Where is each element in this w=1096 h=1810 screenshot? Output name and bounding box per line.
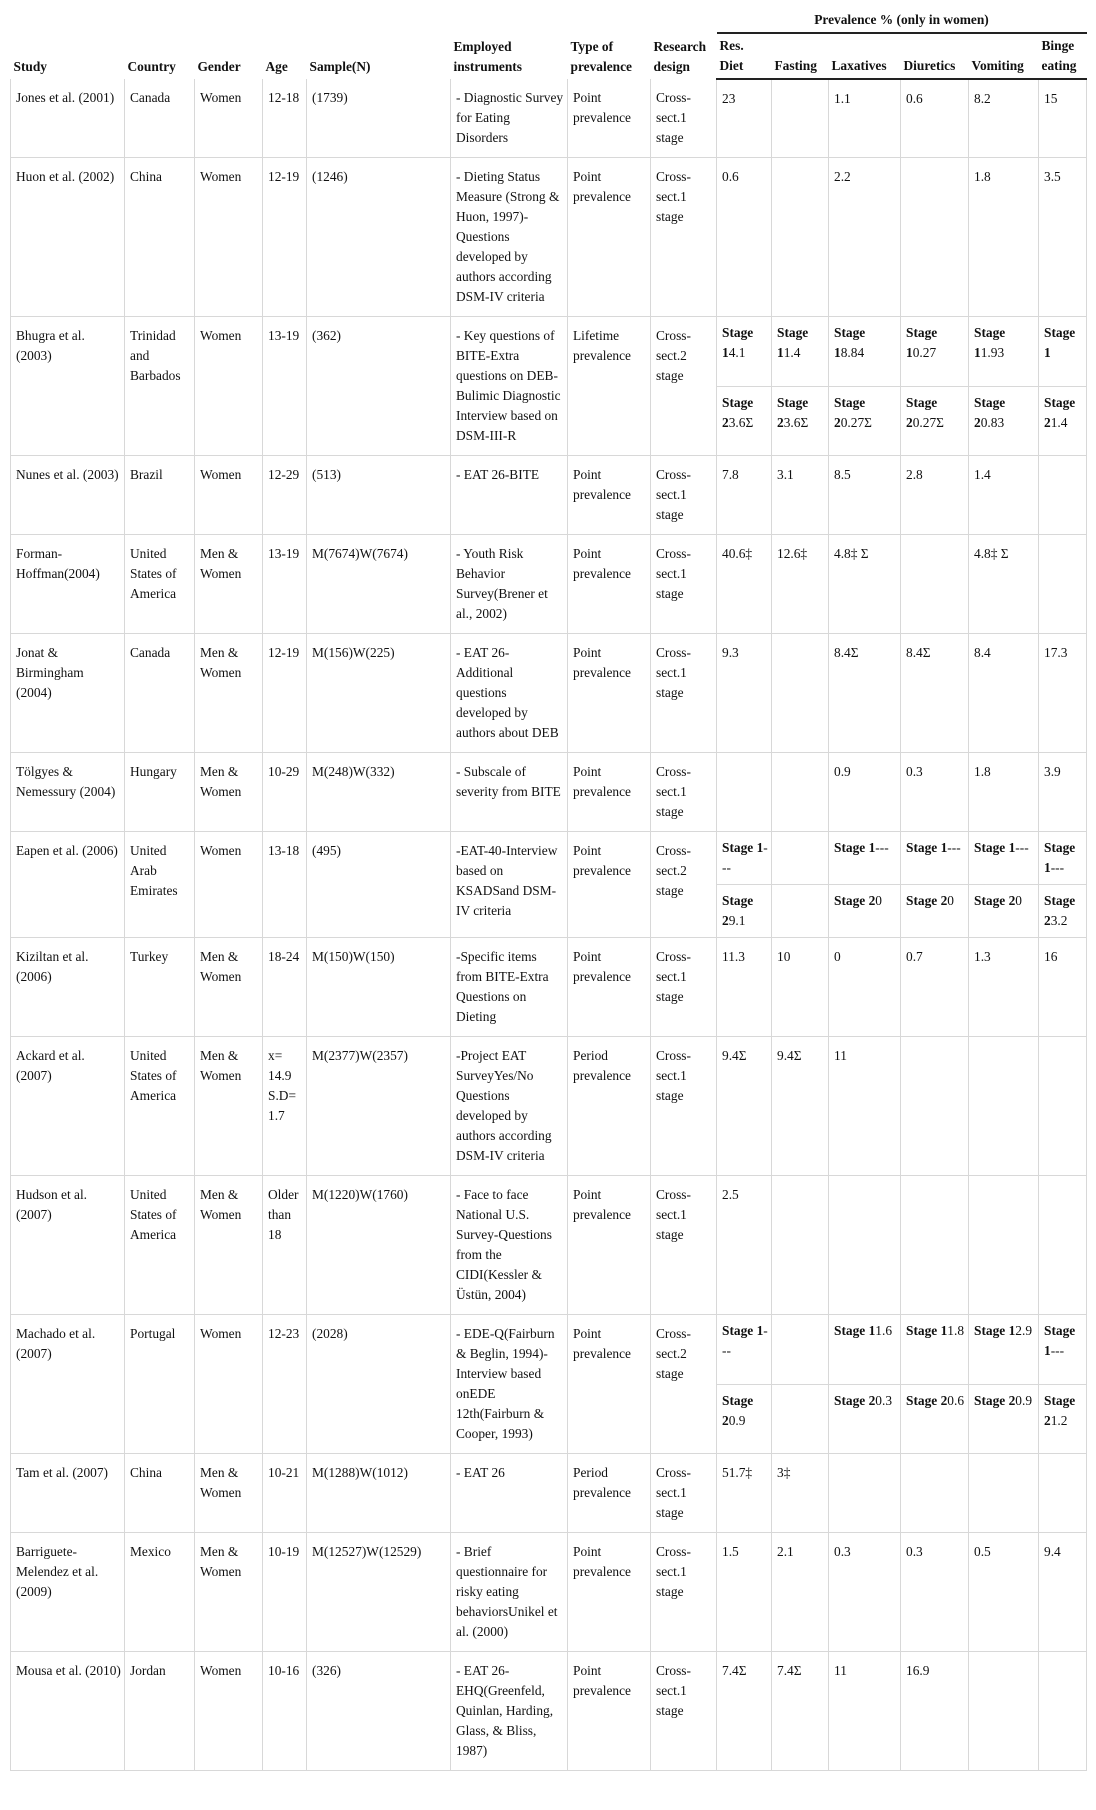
cell-type: Point prevalence [568, 1652, 651, 1771]
cell-design: Cross-sect.1 stage [651, 79, 717, 158]
cell-vomiting [969, 1176, 1039, 1315]
cell-design: Cross-sect.1 stage [651, 1652, 717, 1771]
cell-laxatives-stage2: Stage 20.27Σ [829, 386, 901, 456]
header-res-diet: Res. Diet [717, 33, 772, 79]
cell-vomiting-stage1: Stage 12.9 [969, 1315, 1039, 1385]
cell-sample: (513) [307, 456, 451, 535]
header-gender: Gender [197, 59, 241, 74]
header-laxatives: Laxatives [829, 33, 901, 79]
cell-diuretics: 0.3 [901, 753, 969, 832]
cell-type: Point prevalence [568, 938, 651, 1037]
cell-diuretics [901, 1176, 969, 1315]
table-row [11, 1315, 1087, 1385]
cell-study: Nunes et al. (2003) [11, 456, 125, 535]
cell-laxatives-stage2: Stage 20.3 [829, 1384, 901, 1454]
cell-gender: Men & Women [195, 1176, 263, 1315]
cell-laxatives: 11 [829, 1652, 901, 1771]
cell-binge [1039, 456, 1087, 535]
cell-type: Point prevalence [568, 1176, 651, 1315]
cell-vomiting: 8.2 [969, 79, 1039, 158]
cell-study: Bhugra et al. (2003) [11, 317, 125, 456]
cell-laxatives: 2.2 [829, 158, 901, 317]
header-binge: Binge eating [1039, 33, 1087, 79]
cell-country: United Arab Emirates [125, 832, 195, 938]
cell-diuretics [901, 535, 969, 634]
cell-age: 12-18 [263, 79, 307, 158]
cell-country: United States of America [125, 1176, 195, 1315]
cell-age: 10-21 [263, 1454, 307, 1533]
header-country: Country [127, 59, 176, 74]
header-vomiting: Vomiting [969, 33, 1039, 79]
cell-diuretics-stage2: Stage 20.27Σ [901, 386, 969, 456]
cell-design: Cross-sect.1 stage [651, 456, 717, 535]
cell-design: Cross-sect.1 stage [651, 753, 717, 832]
cell-study: Jones et al. (2001) [11, 79, 125, 158]
cell-fasting-stage2: Stage 23.6Σ [772, 386, 829, 456]
cell-binge-stage1: Stage 1 [1039, 317, 1087, 387]
cell-diuretics [901, 1037, 969, 1176]
header-type: Type of prevalence [570, 39, 632, 74]
cell-laxatives: 8.5 [829, 456, 901, 535]
table-row [11, 634, 1087, 753]
table-row [11, 317, 1087, 387]
cell-type: Point prevalence [568, 456, 651, 535]
cell-res-diet: 40.6‡ [717, 535, 772, 634]
table-row [11, 158, 1087, 317]
cell-vomiting [969, 1652, 1039, 1771]
cell-design: Cross-sect.1 stage [651, 1176, 717, 1315]
cell-vomiting [969, 1037, 1039, 1176]
cell-gender: Men & Women [195, 634, 263, 753]
table-row [11, 832, 1087, 885]
table-body [11, 79, 1087, 1771]
cell-study: Jonat & Birmingham (2004) [11, 634, 125, 753]
header-diuretics: Diuretics [901, 33, 969, 79]
header-fasting: Fasting [772, 33, 829, 79]
cell-res-diet-stage2: Stage 20.9 [717, 1384, 772, 1454]
cell-fasting [772, 79, 829, 158]
cell-vomiting-stage2: Stage 20.83 [969, 386, 1039, 456]
cell-vomiting: 1.8 [969, 753, 1039, 832]
cell-instruments: - Key questions of BITE-Extra questions on DEB- Bulimic Diagnostic Interview based on DSM-III-R [451, 317, 568, 456]
cell-fasting: 3.1 [772, 456, 829, 535]
cell-res-diet: 11.3 [717, 938, 772, 1037]
header-study: Study [13, 59, 47, 74]
cell-design: Cross-sect.1 stage [651, 1037, 717, 1176]
cell-binge-stage1: Stage 1--- [1039, 832, 1087, 885]
cell-sample: (1246) [307, 158, 451, 317]
cell-fasting [772, 753, 829, 832]
cell-age: 12-19 [263, 634, 307, 753]
cell-country: Mexico [125, 1533, 195, 1652]
cell-instruments: - Dieting Status Measure (Strong & Huon, 1997)-Questions developed by authors according DSM-IV criteria [451, 158, 568, 317]
cell-design: Cross-sect.2 stage [651, 832, 717, 938]
cell-sample: (2028) [307, 1315, 451, 1454]
cell-instruments: - EAT 26-Additional questions developed by authors about DEB [451, 634, 568, 753]
table-row [11, 1176, 1087, 1315]
cell-design: Cross-sect.1 stage [651, 938, 717, 1037]
cell-laxatives: 8.4Σ [829, 634, 901, 753]
cell-res-diet: 1.5 [717, 1533, 772, 1652]
cell-binge-stage2: Stage 23.2 [1039, 885, 1087, 938]
cell-gender: Women [195, 832, 263, 938]
cell-type: Point prevalence [568, 1315, 651, 1454]
cell-country: Canada [125, 79, 195, 158]
cell-res-diet: 7.4Σ [717, 1652, 772, 1771]
cell-design: Cross-sect.1 stage [651, 634, 717, 753]
cell-gender: Women [195, 456, 263, 535]
cell-age: 13-19 [263, 317, 307, 456]
cell-res-diet: 9.4Σ [717, 1037, 772, 1176]
cell-instruments: - Face to face National U.S. Survey-Questions from the CIDI(Kessler & Üstün, 2004) [451, 1176, 568, 1315]
cell-vomiting-stage2: Stage 20.9 [969, 1384, 1039, 1454]
cell-study: Tölgyes & Nemessury (2004) [11, 753, 125, 832]
cell-sample: M(248)W(332) [307, 753, 451, 832]
table-row [11, 535, 1087, 634]
cell-fasting-stage1 [772, 832, 829, 885]
cell-instruments: - EAT 26-BITE [451, 456, 568, 535]
cell-diuretics: 2.8 [901, 456, 969, 535]
cell-laxatives: 0 [829, 938, 901, 1037]
cell-res-diet [717, 753, 772, 832]
cell-laxatives-stage1: Stage 11.6 [829, 1315, 901, 1385]
cell-res-diet-stage1: Stage 14.1 [717, 317, 772, 387]
cell-study: Tam et al. (2007) [11, 1454, 125, 1533]
table-row [11, 1533, 1087, 1652]
cell-binge [1039, 1037, 1087, 1176]
cell-study: Barriguete-Melendez et al. (2009) [11, 1533, 125, 1652]
cell-diuretics-stage2: Stage 20.6 [901, 1384, 969, 1454]
cell-sample: (495) [307, 832, 451, 938]
cell-type: Point prevalence [568, 832, 651, 938]
cell-laxatives: 0.9 [829, 753, 901, 832]
cell-fasting [772, 1176, 829, 1315]
cell-vomiting: 4.8‡ Σ [969, 535, 1039, 634]
cell-country: China [125, 158, 195, 317]
cell-type: Point prevalence [568, 79, 651, 158]
cell-age: 12-29 [263, 456, 307, 535]
cell-res-diet: 0.6 [717, 158, 772, 317]
cell-instruments: - Youth Risk Behavior Survey(Brener et al., 2002) [451, 535, 568, 634]
cell-gender: Men & Women [195, 753, 263, 832]
cell-gender: Men & Women [195, 938, 263, 1037]
cell-study: Machado et al. (2007) [11, 1315, 125, 1454]
cell-design: Cross-sect.1 stage [651, 535, 717, 634]
cell-diuretics: 0.3 [901, 1533, 969, 1652]
table-row [11, 1037, 1087, 1176]
cell-sample: (362) [307, 317, 451, 456]
cell-study: Mousa et al. (2010) [11, 1652, 125, 1771]
cell-binge: 9.4 [1039, 1533, 1087, 1652]
cell-study: Ackard et al. (2007) [11, 1037, 125, 1176]
cell-vomiting-stage1: Stage 1--- [969, 832, 1039, 885]
cell-binge: 3.5 [1039, 158, 1087, 317]
cell-country: Turkey [125, 938, 195, 1037]
cell-binge: 16 [1039, 938, 1087, 1037]
cell-sample: M(1220)W(1760) [307, 1176, 451, 1315]
cell-laxatives-stage1: Stage 18.84 [829, 317, 901, 387]
cell-diuretics: 8.4Σ [901, 634, 969, 753]
cell-gender: Women [195, 158, 263, 317]
cell-diuretics-stage2: Stage 20 [901, 885, 969, 938]
cell-laxatives: 0.3 [829, 1533, 901, 1652]
cell-gender: Women [195, 317, 263, 456]
cell-res-diet-stage2: Stage 23.6Σ [717, 386, 772, 456]
cell-age: 13-19 [263, 535, 307, 634]
cell-type: Point prevalence [568, 753, 651, 832]
cell-instruments: - Brief questionnaire for risky eating behaviorsUnikel et al. (2000) [451, 1533, 568, 1652]
cell-res-diet: 51.7‡ [717, 1454, 772, 1533]
cell-gender: Men & Women [195, 1037, 263, 1176]
cell-gender: Men & Women [195, 1533, 263, 1652]
cell-country: Brazil [125, 456, 195, 535]
cell-diuretics-stage1: Stage 10.27 [901, 317, 969, 387]
cell-res-diet: 2.5 [717, 1176, 772, 1315]
cell-vomiting-stage1: Stage 11.93 [969, 317, 1039, 387]
cell-fasting: 12.6‡ [772, 535, 829, 634]
cell-fasting: 2.1 [772, 1533, 829, 1652]
cell-diuretics: 0.6 [901, 79, 969, 158]
cell-diuretics [901, 158, 969, 317]
header-prevalence-group: Prevalence % (only in women) [717, 8, 1087, 33]
cell-age: Older than 18 [263, 1176, 307, 1315]
table-row [11, 456, 1087, 535]
cell-laxatives [829, 1176, 901, 1315]
cell-vomiting-stage2: Stage 20 [969, 885, 1039, 938]
prevalence-table [10, 8, 1087, 1771]
cell-country: Hungary [125, 753, 195, 832]
cell-vomiting: 1.8 [969, 158, 1039, 317]
cell-type: Period prevalence [568, 1037, 651, 1176]
cell-res-diet: 9.3 [717, 634, 772, 753]
cell-instruments: - EAT 26 [451, 1454, 568, 1533]
table-row [11, 938, 1087, 1037]
cell-instruments: - Subscale of severity from BITE [451, 753, 568, 832]
cell-fasting: 7.4Σ [772, 1652, 829, 1771]
cell-diuretics [901, 1454, 969, 1533]
cell-fasting-stage1: Stage 11.4 [772, 317, 829, 387]
cell-design: Cross-sect.1 stage [651, 1533, 717, 1652]
cell-age: 10-29 [263, 753, 307, 832]
cell-instruments: - EAT 26-EHQ(Greenfeld, Quinlan, Harding, Glass, & Bliss, 1987) [451, 1652, 568, 1771]
cell-type: Period prevalence [568, 1454, 651, 1533]
cell-vomiting: 1.4 [969, 456, 1039, 535]
cell-res-diet-stage1: Stage 1--- [717, 832, 772, 885]
cell-country: United States of America [125, 535, 195, 634]
cell-sample: M(2377)W(2357) [307, 1037, 451, 1176]
cell-fasting-stage1 [772, 1315, 829, 1385]
cell-country: Canada [125, 634, 195, 753]
cell-laxatives: 1.1 [829, 79, 901, 158]
cell-study: Hudson et al. (2007) [11, 1176, 125, 1315]
cell-age: 10-19 [263, 1533, 307, 1652]
cell-vomiting: 8.4 [969, 634, 1039, 753]
cell-sample: M(156)W(225) [307, 634, 451, 753]
cell-fasting: 10 [772, 938, 829, 1037]
cell-sample: M(7674)W(7674) [307, 535, 451, 634]
cell-age: x= 14.9 S.D= 1.7 [263, 1037, 307, 1176]
header-design: Research design [653, 39, 707, 74]
cell-sample: M(150)W(150) [307, 938, 451, 1037]
cell-res-diet-stage2: Stage 29.1 [717, 885, 772, 938]
cell-fasting [772, 158, 829, 317]
cell-gender: Women [195, 79, 263, 158]
cell-res-diet: 7.8 [717, 456, 772, 535]
cell-vomiting: 0.5 [969, 1533, 1039, 1652]
cell-binge [1039, 1176, 1087, 1315]
cell-sample: (1739) [307, 79, 451, 158]
cell-fasting-stage2 [772, 1384, 829, 1454]
cell-sample: M(12527)W(12529) [307, 1533, 451, 1652]
cell-instruments: -EAT-40-Interview based on KSADSand DSM-IV criteria [451, 832, 568, 938]
cell-fasting: 3‡ [772, 1454, 829, 1533]
cell-gender: Men & Women [195, 535, 263, 634]
cell-binge [1039, 1454, 1087, 1533]
cell-binge-stage2: Stage 21.2 [1039, 1384, 1087, 1454]
cell-type: Point prevalence [568, 1533, 651, 1652]
cell-gender: Women [195, 1652, 263, 1771]
cell-design: Cross-sect.2 stage [651, 1315, 717, 1454]
cell-study: Kiziltan et al. (2006) [11, 938, 125, 1037]
cell-design: Cross-sect.1 stage [651, 158, 717, 317]
cell-binge-stage1: Stage 1--- [1039, 1315, 1087, 1385]
cell-vomiting: 1.3 [969, 938, 1039, 1037]
cell-diuretics-stage1: Stage 1--- [901, 832, 969, 885]
cell-instruments: - EDE-Q(Fairburn & Beglin, 1994)-Interview based onEDE 12th(Fairburn & Cooper, 1993) [451, 1315, 568, 1454]
cell-binge-stage2: Stage 21.4 [1039, 386, 1087, 456]
cell-study: Eapen et al. (2006) [11, 832, 125, 938]
cell-country: Jordan [125, 1652, 195, 1771]
header-instruments: Employed instruments [453, 39, 522, 74]
cell-country: Trinidad and Barbados [125, 317, 195, 456]
cell-instruments: -Project EAT SurveyYes/No Questions developed by authors according DSM-IV criteria [451, 1037, 568, 1176]
cell-binge: 3.9 [1039, 753, 1087, 832]
cell-country: China [125, 1454, 195, 1533]
header-age: Age [265, 59, 288, 74]
cell-fasting-stage2 [772, 885, 829, 938]
cell-res-diet: 23 [717, 79, 772, 158]
cell-instruments: -Specific items from BITE-Extra Questions on Dieting [451, 938, 568, 1037]
cell-diuretics: 0.7 [901, 938, 969, 1037]
cell-laxatives: 11 [829, 1037, 901, 1176]
cell-instruments: - Diagnostic Survey for Eating Disorders [451, 79, 568, 158]
cell-type: Point prevalence [568, 158, 651, 317]
cell-binge [1039, 1652, 1087, 1771]
table-row [11, 753, 1087, 832]
cell-country: Portugal [125, 1315, 195, 1454]
cell-diuretics-stage1: Stage 11.8 [901, 1315, 969, 1385]
cell-laxatives: 4.8‡ Σ [829, 535, 901, 634]
cell-binge: 15 [1039, 79, 1087, 158]
cell-age: 18-24 [263, 938, 307, 1037]
cell-res-diet-stage1: Stage 1--- [717, 1315, 772, 1385]
table-row [11, 1454, 1087, 1533]
cell-laxatives-stage1: Stage 1--- [829, 832, 901, 885]
cell-type: Point prevalence [568, 535, 651, 634]
cell-binge [1039, 535, 1087, 634]
cell-laxatives [829, 1454, 901, 1533]
cell-fasting: 9.4Σ [772, 1037, 829, 1176]
cell-fasting [772, 634, 829, 753]
cell-design: Cross-sect.2 stage [651, 317, 717, 456]
cell-binge: 17.3 [1039, 634, 1087, 753]
cell-sample: M(1288)W(1012) [307, 1454, 451, 1533]
cell-age: 12-19 [263, 158, 307, 317]
cell-design: Cross-sect.1 stage [651, 1454, 717, 1533]
cell-study: Huon et al. (2002) [11, 158, 125, 317]
header-sample: Sample(N) [309, 59, 371, 74]
cell-country: United States of America [125, 1037, 195, 1176]
cell-gender: Women [195, 1315, 263, 1454]
cell-diuretics: 16.9 [901, 1652, 969, 1771]
cell-age: 10-16 [263, 1652, 307, 1771]
cell-vomiting [969, 1454, 1039, 1533]
cell-type: Point prevalence [568, 634, 651, 753]
cell-age: 13-18 [263, 832, 307, 938]
cell-type: Lifetime prevalence [568, 317, 651, 456]
table-row [11, 79, 1087, 158]
table-row [11, 1652, 1087, 1771]
cell-age: 12-23 [263, 1315, 307, 1454]
cell-laxatives-stage2: Stage 20 [829, 885, 901, 938]
cell-sample: (326) [307, 1652, 451, 1771]
cell-study: Forman-Hoffman(2004) [11, 535, 125, 634]
cell-gender: Men & Women [195, 1454, 263, 1533]
